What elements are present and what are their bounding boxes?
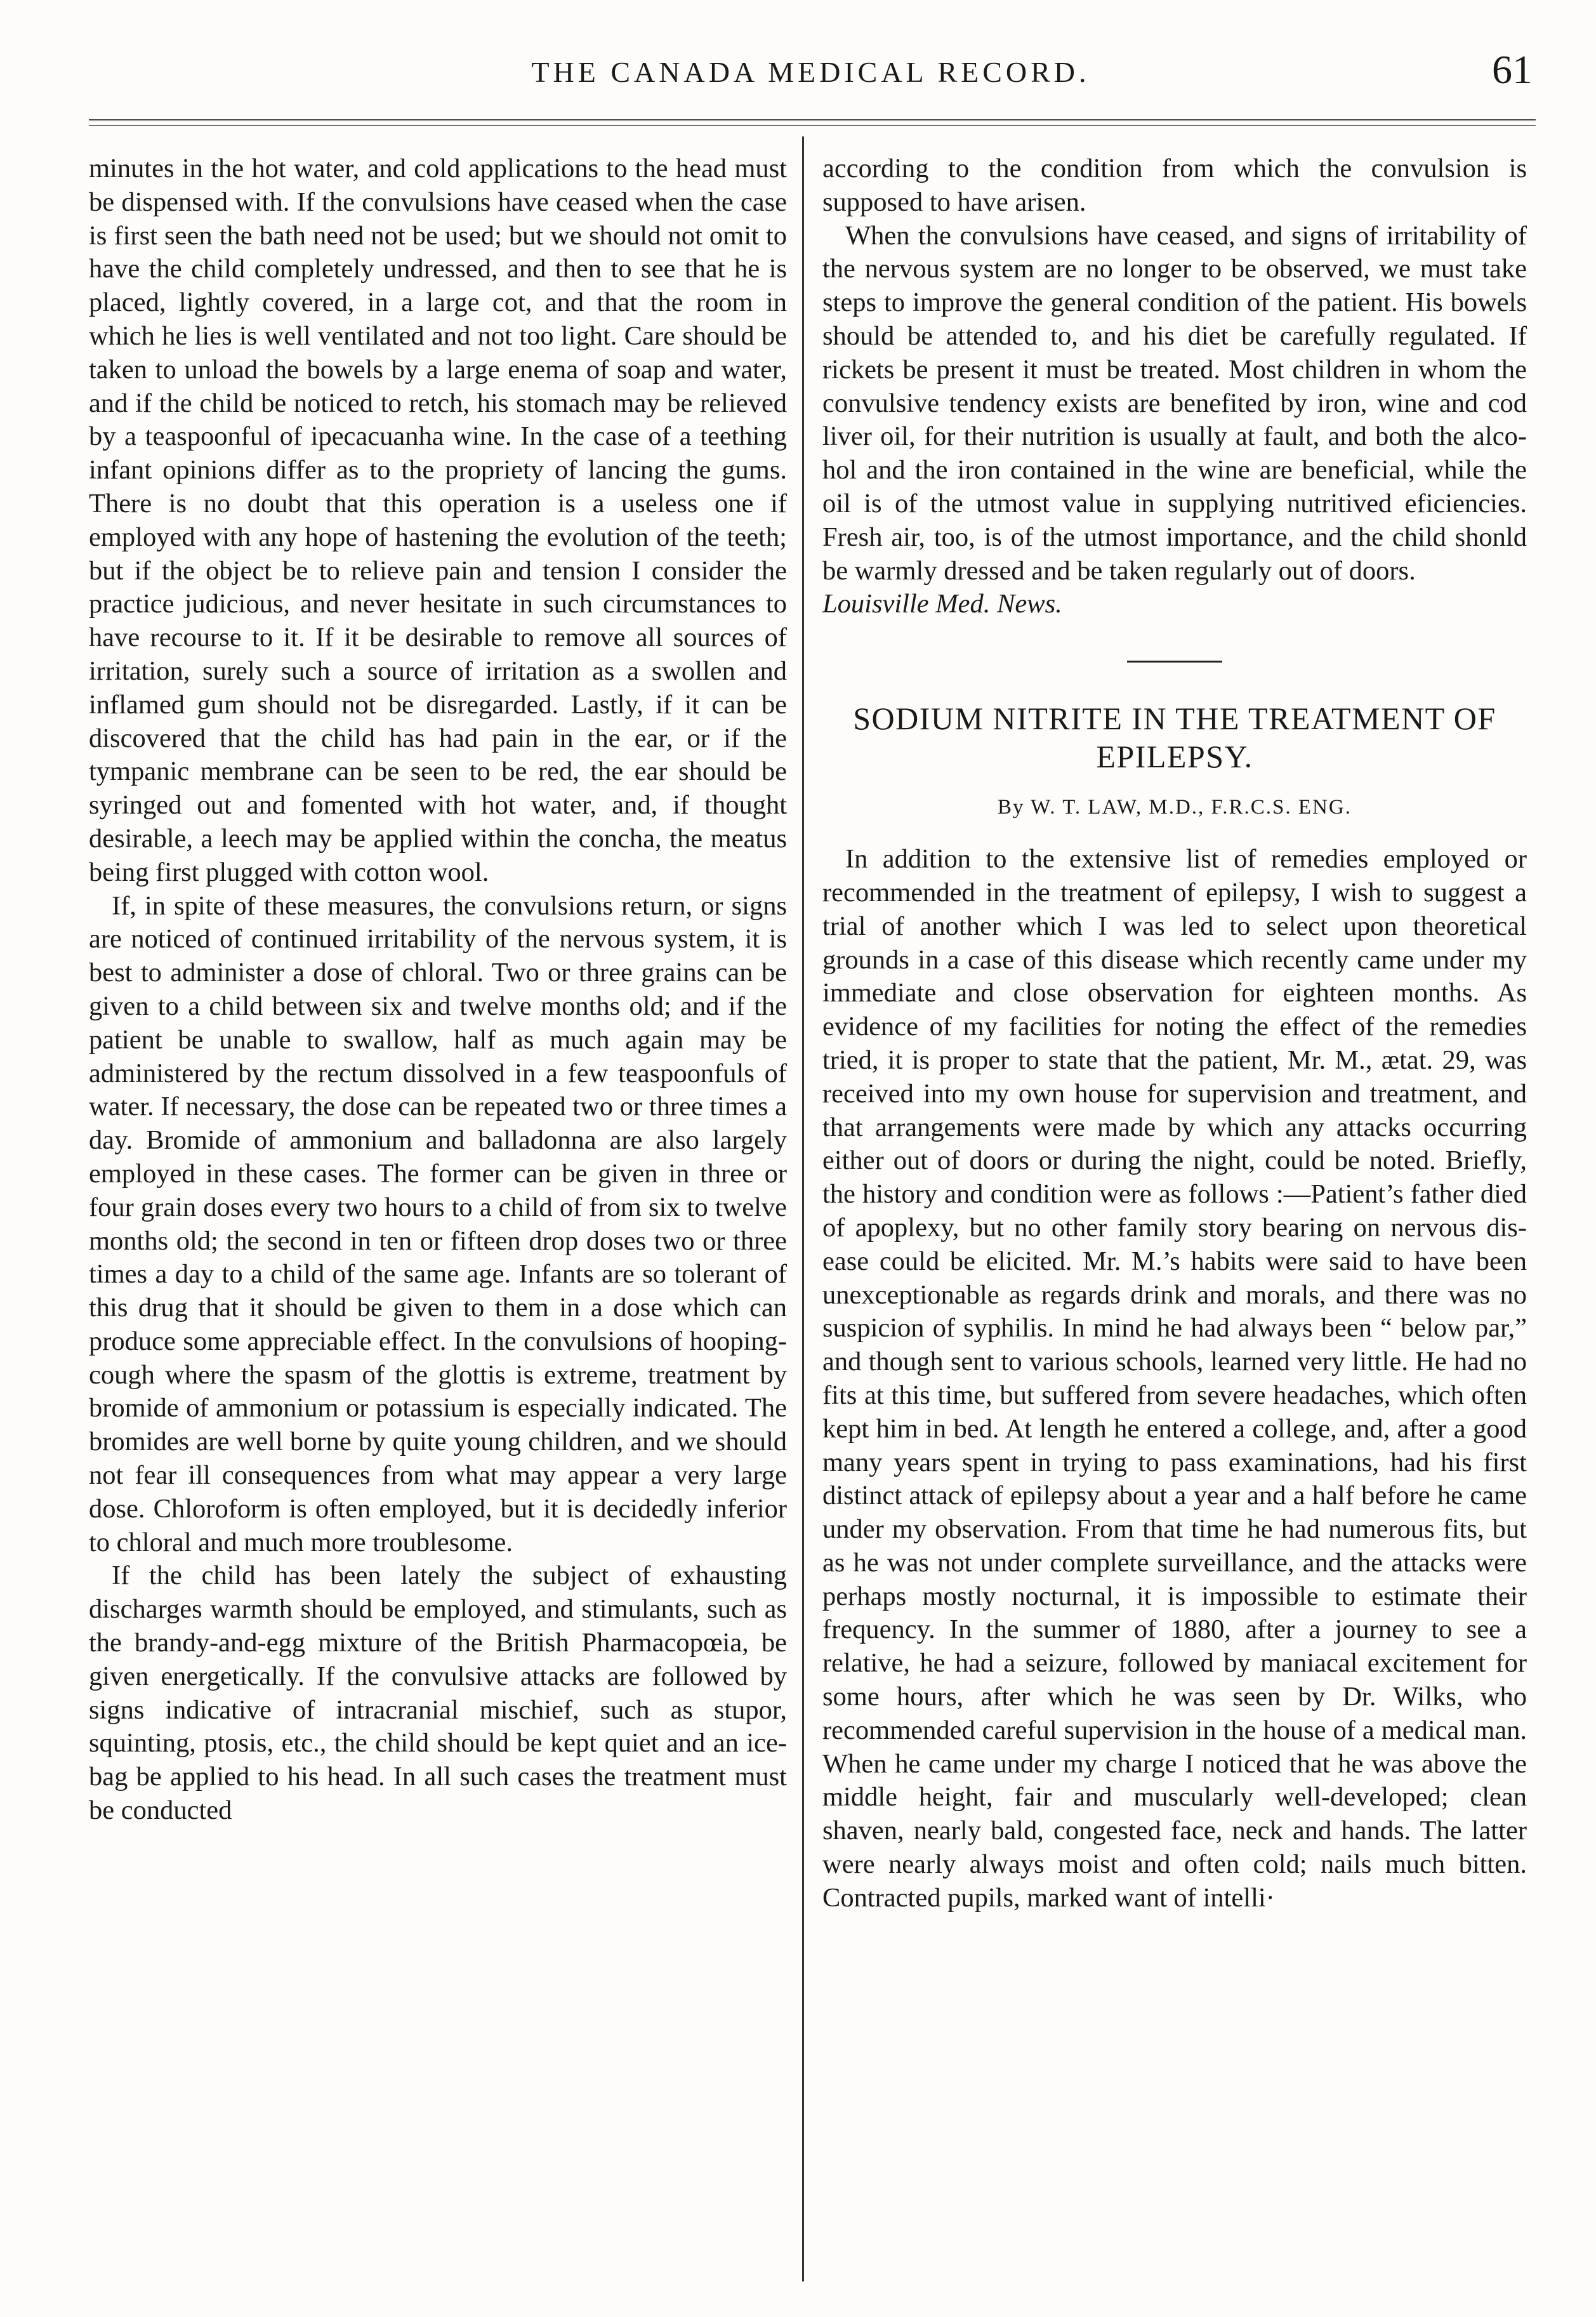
section-separator: [1127, 661, 1222, 663]
right-paragraph-2: When the convulsions have ceased, and signs of irritability of the nervous system are no longer to be observed, we must take steps to improve the general condition of the patient. His bowels should be attended to, and his diet be carefully regulated. If rickets be present it must be treated. Most children in whom the convulsive tendency exists are benefited by iron, wine and cod liver oil, for their nutrition is usually at fault, and both the alcohol and the iron contained in the wine are beneficial, while the oil is of the utmost value in supplying nutritived eficiencies. Fresh air, too, is of the utmost importance, and the child shonld be warmly dressed and be taken regularly out of doors.: [822, 220, 1527, 586]
article-title: SODIUM NITRITE IN THE TREATMENT OF EPILEPSY.: [853, 701, 1496, 775]
left-paragraph-1: minutes in the hot water, and cold applications to the head must be dispensed with. If the convulsions have ceased when the case is first seen the bath need not be used; but we should not omit to have the child completely undressed, and then to see that he is placed, lightly covered, in a large cot, and that the room in which he lies is well ventilated and not too light. Care should be taken to unload the bowels by a large enema of soap and water, and if the child be noticed to retch, his stomach may be relieved by a teaspoonful of ipecacuanha wine. In the case of a teething infant opinions differ as to the propriety of lancing the gums. There is no doubt that this operation is a useless one if employed with any hope of hastening the evolution of the teeth; but if the object be to relieve pain and tension I consider the practice judicious, and never hesitate in such circumstances to have recourse to it. If it be desirable to remove all sources of irritation, surely such a source of irritation as a swollen and inflamed gum should not be disregarded. Lastly, if it can be discovered that the child has had pain in the ear, or if the tympanic membrane can be seen to be red, the ear should be syringed out and fomented with hot water, and, if thought desirable, a leech may be applied within the concha, the meatus being first plugged with cotton wool.: [89, 154, 787, 887]
source-citation: [822, 588, 1527, 621]
column-divider: [802, 136, 804, 2281]
article-byline: By W. T. LAW, M.D., F.R.C.S. ENG.: [998, 796, 1352, 819]
source-citation-text: Louisville Med. News.: [822, 589, 1062, 619]
running-head: [89, 47, 1533, 103]
page-number: 61: [1492, 47, 1533, 92]
left-paragraph-3: If the child has been lately the subject of exhausting discharges warmth should be employed, and stimulants, such as the brandy-and-egg mixture of the British Pharmacopœia, be given energetically. If the convulsive attacks are followed by signs indicative of intracranial mischief, such as stupor, squinting, ptosis, etc., the child should be kept quiet and an ice-bag be applied to his head. In all such cases the treatment must be conducted: [89, 1561, 787, 1826]
article-paragraph-1: In addition to the extensive list of remedies employed or recommended in the treatment of epilepsy, I wish to suggest a trial of another which I was led to select upon theoretical grounds in a case of this disease which recently came under my immediate and close observation for eighteen months. As evidence of my facilities for noting the effect of the remedies tried, it is proper to state that the patient, Mr. M., ætat. 29, was received into my own house for supervision and treatment, and that arrangements were made by which any attacks occurring either out of doors or during the night, could be noted. Briefly, the history and condition were as follows :—Patient’s father died of apoplexy, but no other family story bearing on nervous disease could be elicited. Mr. M.’s habits were said to have been unexceptionable as regards drink and morals, and there was no suspicion of syphilis. In mind he had always been “ below par,” and though sent to various schools, learned very little. He had no fits at this time, but suffered from severe headaches, which often kept him in bed. At length he entered a college, and, after a good many years spent in trying to pass examinations, had his first distinct attack of epilepsy about a year and a half before he came under my observation. From that time he had numerous fits, but as he was not under complete surveillance, and the attacks were perhaps mostly nocturnal, it is impossible to estimate their frequency. In the summer of 1880, after a journey to see a relative, he had a seizure, followed by maniacal excitement for some hours, after which he was seen by Dr. Wilks, who recommended careful supervision in the house of a medical man. When he came under my charge I noticed that he was above the middle height, fair and muscularly well-developed; clean shaven, nearly bald, congested face, neck and hands. The latter were nearly always moist and often cold; nails much bitten. Contracted pupils, marked want of intelli·: [822, 844, 1527, 1913]
right-continuation-paragraph: according to the condition from which the convulsion is supposed to have arisen.: [822, 154, 1527, 217]
header-rule: [89, 119, 1536, 126]
right-column: [822, 152, 1527, 1915]
left-paragraph-2: If, in spite of these measures, the convulsions return, or signs are noticed of continued irritability of the nervous system, it is best to administer a dose of chloral. Two or three grains can be given to a child between six and twelve months old; and if the patient be unable to swallow, half as much again may be administered by the rectum dissolved in a few teaspoonfuls of water. If necessary, the dose can be repeated two or three times a day. Bromide of ammonium and balladonna are also largely employed in these cases. The former can be given in three or four grain doses every two hours to a child of from six to twelve months old; the second in ten or fifteen drop doses two or three times a day to a child of the same age. Infants are so tolerant of this drug that it should be given to them in a dose which can produce some appreciable effect. In the convulsions of hooping-cough where the spasm of the glottis is extreme, treatment by bromide of ammonium or potassium is especially indicated. The bromides are well borne by quite young children, and we should not fear ill consequences from what may appear a very large dose. Chloroform is often employed, but it is decidedly inferior to chloral and much more troublesome.: [89, 890, 787, 1557]
left-column: [89, 152, 787, 1828]
journal-title: THE CANADA MEDICAL RECORD.: [531, 56, 1090, 88]
